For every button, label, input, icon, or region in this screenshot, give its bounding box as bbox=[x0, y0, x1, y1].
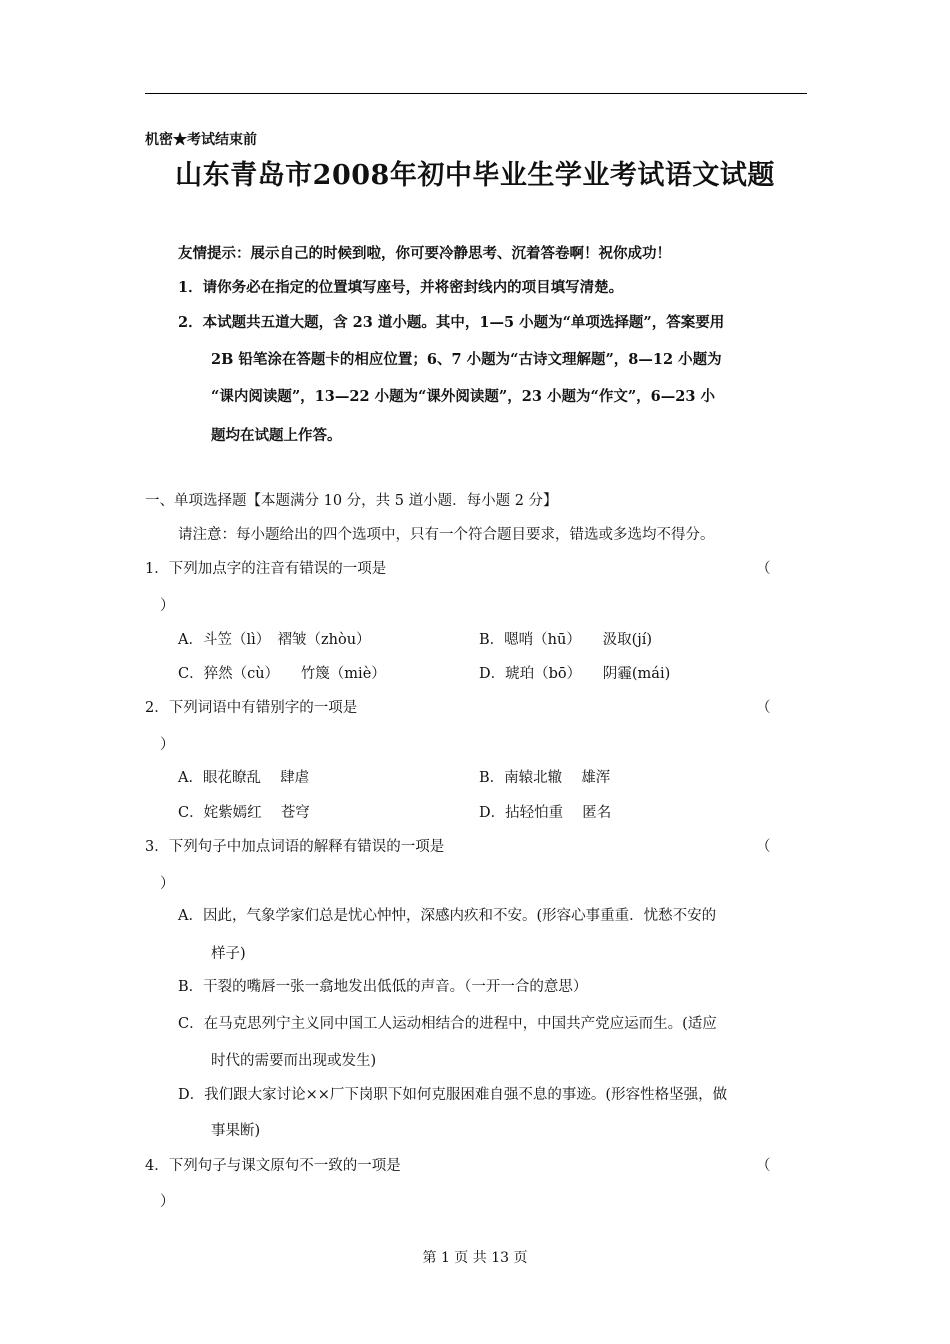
question-3-option-c-line-1: C．在马克思列宁主义同中国工人运动相结合的进程中，中国共产党应运而生。(适应 bbox=[178, 1016, 717, 1032]
question-2-open-paren: （ bbox=[756, 700, 771, 716]
header-rule bbox=[145, 93, 807, 94]
question-3-option-a-line-1: A．因此，气象学家们总是忧心忡忡，深感内疚和不安。(形容心事重重．忧愁不安的 bbox=[178, 908, 717, 924]
question-3-option-d-line-1: D．我们跟大家讨论××厂下岗职下如何克服困难自强不息的事迹。(形容性格坚强，做 bbox=[178, 1087, 728, 1103]
tips-item-1: 1．请你务必在指定的位置填写座号，并将密封线内的项目填写清楚。 bbox=[178, 279, 624, 296]
question-2-stem: 2．下列词语中有错别字的一项是 bbox=[145, 700, 358, 716]
tips-item-2-line-1: 2．本试题共五道大题，含 23 道小题。其中，1—5 小题为“单项选择题”，答案要用 bbox=[178, 314, 725, 331]
question-1-open-paren: （ bbox=[756, 561, 771, 577]
question-3-option-c-line-2: 时代的需要而出现或发生) bbox=[211, 1053, 377, 1069]
page-number-footer: 第 1 页 共 13 页 bbox=[422, 1250, 528, 1266]
tips-item-2-line-4: 题均在试题上作答。 bbox=[211, 427, 342, 444]
tips-item-2-line-3: “课内阅读题”，13—22 小题为“课外阅读题”，23 小题为“作文”，6—23 小 bbox=[211, 388, 715, 405]
question-2-option-d: D．拈轻怕重 匿名 bbox=[479, 805, 612, 821]
exam-title: 山东青岛市2008年初中毕业生学业考试语文试题 bbox=[175, 160, 775, 191]
question-2-close-paren: ） bbox=[160, 737, 175, 753]
question-2-option-a: A．眼花瞭乱 肆虐 bbox=[178, 770, 310, 786]
confidential-mark: 机密★考试结束前 bbox=[145, 132, 257, 148]
question-3-close-paren: ） bbox=[160, 876, 175, 892]
question-2-option-b: B．南辕北辙 雄浑 bbox=[479, 770, 611, 786]
question-4-stem: 4．下列句子与课文原句不一致的一项是 bbox=[145, 1158, 401, 1174]
question-3-open-paren: （ bbox=[756, 839, 771, 855]
question-1-close-paren: ） bbox=[160, 598, 175, 614]
tips-intro: 友情提示：展示自己的时候到啦，你可要冷静思考、沉着答卷啊！祝你成功！ bbox=[178, 245, 671, 262]
tips-item-2-line-2: 2B 铅笔涂在答题卡的相应位置；6、7 小题为“古诗文理解题”，8—12 小题为 bbox=[211, 351, 722, 368]
question-1-stem: 1．下列加点字的注音有错误的一项是 bbox=[145, 561, 387, 577]
question-1-option-a: A．斗笠（lì） 褶皱（zhòu） bbox=[178, 632, 371, 648]
question-3-option-a-line-2: 样子) bbox=[211, 946, 246, 962]
question-4-open-paren: （ bbox=[756, 1158, 771, 1174]
question-1-option-c: C．猝然（cù） 竹篾（miè） bbox=[178, 666, 386, 682]
section-1-note: 请注意：每小题给出的四个选项中，只有一个符合题目要求，错选或多选均不得分。 bbox=[178, 527, 715, 543]
question-1-option-d: D．琥珀（bō） 阴霾(mái) bbox=[479, 666, 671, 682]
question-3-option-b: B．干裂的嘴唇一张一翕地发出低低的声音。（一开一合的意思） bbox=[178, 979, 588, 995]
question-3-option-d-line-2: 事果断) bbox=[211, 1123, 261, 1139]
question-1-option-b: B．嗯哨（hū） 汲取(jí) bbox=[479, 632, 653, 648]
question-4-close-paren: ） bbox=[160, 1194, 175, 1210]
question-2-option-c: C．姹紫嫣红 苍穹 bbox=[178, 805, 310, 821]
question-3-stem: 3．下列句子中加点词语的解释有错误的一项是 bbox=[145, 839, 445, 855]
section-1-heading: 一、单项选择题【本题满分 10 分，共 5 道小题．每小题 2 分】 bbox=[145, 493, 558, 509]
